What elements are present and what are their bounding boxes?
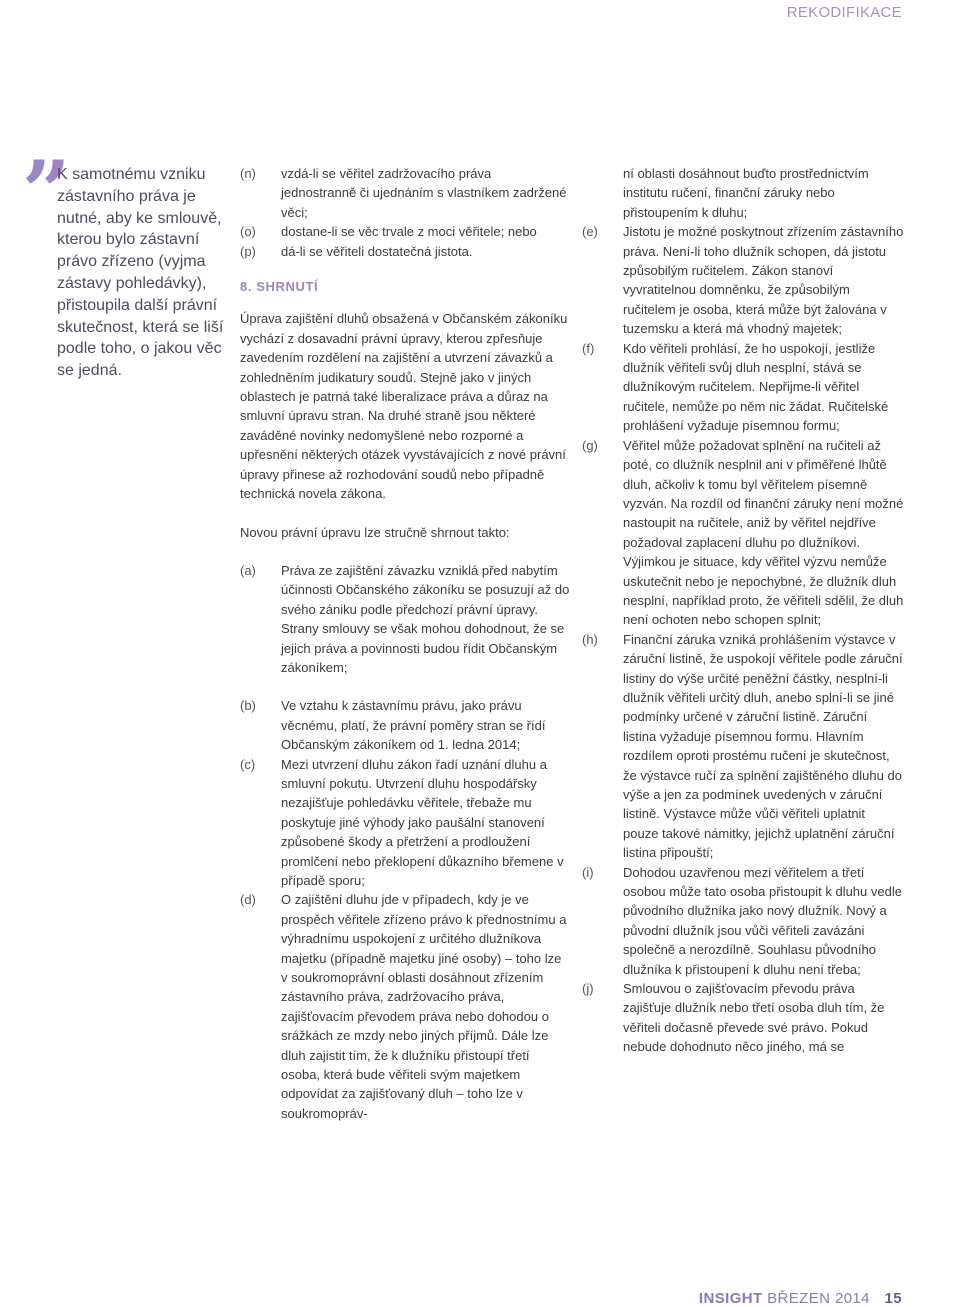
- summary-list: [240, 561, 570, 1123]
- item-marker: (n): [240, 166, 256, 181]
- list-item: [240, 890, 570, 1123]
- item-text: dostane-li se věc trvale z moci věřitele; nebo: [281, 224, 537, 240]
- list-item: [582, 979, 904, 1057]
- item-text: vzdá-li se věřitel zadržovacího práva jednostranně či ujednáním s vlastníkem zadržené věci;: [281, 166, 567, 220]
- section-heading: 8. SHRNUTÍ: [240, 279, 319, 295]
- item-text: Práva ze zajištění závazku vzniklá před nabytím účinnosti Občanského zákoníku se posuzují až do svého zániku podle předchozí právní úpravy. Strany smlouvy se však mohou dohodnout, že se jejich práva a povinnosti budou řídit Občanským zákoníkem;: [281, 562, 570, 675]
- item-text: Smlouvou o zajišťovacím převodu práva zajišťuje dlužník nebo třetí osoba dluh tím, že věřiteli dočasně převede své právo. Pokud nebude dohodnuto něco jiného, má se: [623, 981, 885, 1055]
- list-item: [240, 242, 570, 261]
- magazine-brand: INSIGHT: [698, 1290, 763, 1307]
- list-item: [240, 222, 570, 241]
- list-item: [582, 436, 904, 630]
- right-column: [582, 164, 904, 1057]
- quote-mark-icon: ”: [22, 142, 71, 241]
- item-text: dá-li se věřiteli dostatečná jistota.: [281, 243, 473, 259]
- list-item: [582, 630, 904, 863]
- item-marker: (j): [582, 981, 594, 997]
- item-marker: (b): [240, 698, 256, 714]
- item-marker: (d): [240, 892, 256, 908]
- item-text: Mezi utvrzení dluhu zákon řadí uznání dluhu a smluvní pokutu. Utvrzení dluhu hospodářsky nezajišťuje pohledávku věřitele, třebaže mu poskytuje jiné výhody jako paušální stanovení způsobené škody a přetržení a prodloužení promlčení nebo překlopení důkazního břemene v případě sporu;: [281, 756, 564, 888]
- item-text: Ve vztahu k zástavnímu právu, jako právu věcnému, platí, že právní poměry stran se řídí Občanským zákoníkem od 1. ledna 2014;: [281, 698, 546, 753]
- list-item: [240, 164, 570, 222]
- item-marker: (e): [582, 224, 598, 240]
- item-text: Finanční záruka vzniká prohlášením výstavce v záruční listině, že uspokojí věřitele podle záruční listiny do výše určité peněžní částky, nesplní-li dlužník věřiteli určitý dluh, anebo splní-li se jiné podmínky určené v záruční listině. Záruční listina vyžaduje písemnou formu. Hlavním rozdílem oproti prostému ručení je skutečnost, že výstavce ručí za splnění zajištěného dluhu do výše a jen za podmínek uvedených v záruční listině. Výstavce může vůči věřiteli uplatnit pouze takové námitky, jejichž uplatnění záruční listina připouští;: [623, 631, 903, 861]
- list-item: [582, 222, 904, 338]
- pull-quote: K samotnému vzniku zástavního práva je nutné, aby ke smlouvě, kterou bylo zástavní právo zřízeno (vyjma zástavy pohledávky), přistoupila další právní skutečnost, která se liší podle toho, o jakou věc se jedná.: [57, 166, 224, 380]
- page-footer: [699, 1290, 902, 1307]
- list-item: [582, 339, 904, 436]
- item-text: Věřitel může požadovat splnění na ručiteli až poté, co dlužník nesplnil ani v přiměřené lhůtě dluh, ačkoliv k tomu byl věřitelem písemně vyzván. Na rozdíl od finanční záruky není možné nastoupit na ručitele, aniž by věřitel nejdříve požadoval zaplacení dluhu po dlužníkovi. Výjimkou je situace, kdy věřitel výzvu nemůže uskutečnit nebo je nepochybné, že dlužník dluh nesplní, například proto, že věřiteli sdělil, že dluh není ochoten nebo schopen splnit;: [623, 437, 904, 628]
- issue-date: BŘEZEN 2014: [767, 1290, 870, 1307]
- section-label: REKODIFIKACE: [786, 4, 902, 21]
- item-marker: (a): [240, 562, 256, 578]
- list-item: [240, 755, 570, 891]
- list-item-continuation: [582, 164, 904, 222]
- item-marker: (p): [240, 243, 256, 259]
- item-text: Jistotu je možné poskytnout zřízením zástavního práva. Není-li toho dlužník schopen, dá jistotu způsobilým ručitelem. Zákon stanoví vyvratitelnou domněnku, že způsobilým ručitelem je osoba, která může být žalována v tuzemsku a která má vhodný majetek;: [623, 224, 904, 337]
- item-text: Kdo věřiteli prohlásí, že ho uspokojí, jestliže dlužník věřiteli svůj dluh nesplní, stává se dlužníkovým ručitelem. Nepřijme-li věřitel ručitele, nemůže po něm nic žádat. Ručitelské prohlášení vyžaduje písemnou formu;: [623, 340, 889, 434]
- summary-paragraph: Úprava zajištění dluhů obsažená v Občanském zákoníku vychází z dosavadní právní úpravy, kterou zpřesňuje zavedením rozdělení na zajištění a utvrzení závazků a zohledněním judikatury soudů. Stejně jako v jiných oblastech je patrná také liberalizace práva a důraz na smluvní úpravu stran. Na druhé straně jsou některé zaváděné novinky nedomyšlené nebo rozporné a upřesnění některých otázek vyvstávajících z nové právní úpravy přinese až rozhodování soudů nebo případně technická novela zákona.: [240, 311, 568, 502]
- middle-column: [240, 164, 570, 1123]
- page-number: 15: [884, 1290, 902, 1307]
- item-marker: (f): [582, 340, 595, 356]
- item-text: O zajištění dluhu jde v případech, kdy je ve prospěch věřitele zřízeno právo k přednostnímu a výhradnímu uspokojení z určitého dlužníkova majetku (případně majetku jiné osoby) – toho lze v soukromoprávní oblasti dosáhnout zřízením zástavního práva, zadržovacího práva, zajišťovacím převodem práva nebo dohodou o srážkách ze mzdy nebo jiných příjmů. Dále lze dluh zajistit tím, že k dlužníku přistoupí třetí osoba, která bude věřiteli svým majetkem odpovídat za zajišťovaný dluh – toho lze v soukromopráv-: [281, 892, 567, 1121]
- item-marker: (o): [240, 224, 256, 240]
- item-marker: (i): [582, 864, 594, 880]
- summary-intro: Novou právní úpravu lze stručně shrnout takto:: [240, 524, 510, 540]
- item-text: Dohodou uzavřenou mezi věřitelem a třetí osobou může tato osoba přistoupit k dluhu vedle původního dlužníka jako nový dlužník. Nový a původní dlužník jsou vůči věřiteli zavázáni společně a nerozdílně. Souhlasu původního dlužníka k přistoupení k dluhu není třeba;: [623, 864, 902, 977]
- item-marker: (h): [582, 631, 598, 647]
- list-item: [240, 696, 570, 754]
- item-marker: (c): [240, 756, 256, 772]
- item-marker: (g): [582, 437, 598, 453]
- list-item: [582, 863, 904, 979]
- list-item: [240, 561, 570, 677]
- item-text: ní oblasti dosáhnout buďto prostřednictvím institutu ručení, finanční záruky nebo přistoupením k dluhu;: [623, 166, 869, 220]
- list-top: [240, 164, 570, 261]
